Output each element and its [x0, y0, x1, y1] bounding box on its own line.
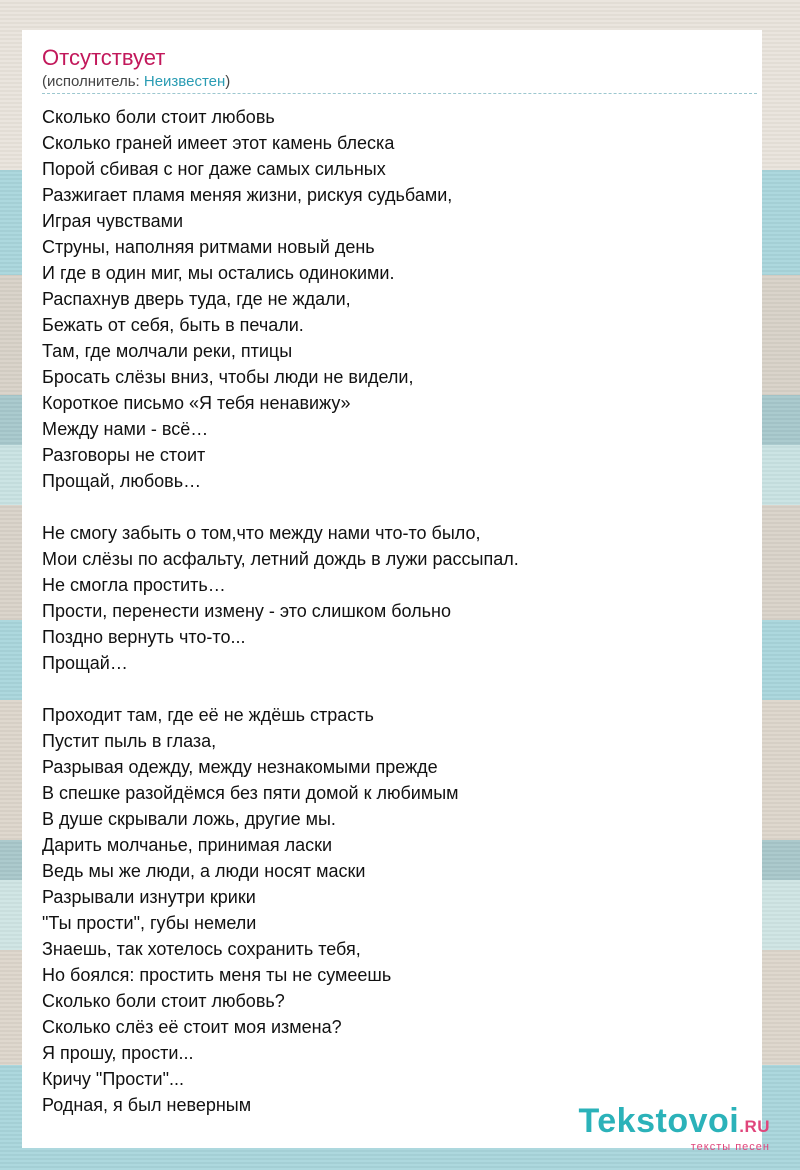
lyric-line: Прости, перенести измену - это слишком больно: [42, 601, 451, 621]
lyric-line: Сколько боли стоит любовь?: [42, 991, 285, 1011]
lyric-line: Не смогла простить…: [42, 575, 226, 595]
artist-link[interactable]: Неизвестен: [143, 73, 226, 90]
lyric-line: Проходит там, где её не ждёшь страсть: [42, 705, 374, 725]
lyric-line: В спешке разойдёмся без пяти домой к любимым: [42, 783, 459, 803]
artist-suffix: ): [225, 73, 231, 90]
lyric-line: Поздно вернуть что-то...: [42, 627, 246, 647]
stanza-break: [42, 676, 757, 702]
lyric-line: Между нами - всё…: [42, 419, 209, 439]
logo-tagline: тексты песен: [690, 1141, 770, 1153]
lyric-line: Сколько граней имеет этот камень блеска: [42, 133, 395, 153]
lyric-line: Бежать от себя, быть в печали.: [42, 315, 304, 335]
lyric-line: Разговоры не стоит: [42, 445, 206, 465]
lyric-line: Играя чувствами: [42, 211, 184, 231]
lyric-line: В душе скрывали ложь, другие мы.: [42, 809, 336, 829]
lyric-line: Мои слёзы по асфальту, летний дождь в лужи рассыпал.: [42, 549, 519, 569]
divider: [42, 93, 757, 94]
song-title: Отсутствует: [42, 45, 166, 70]
lyric-line: Родная, я был неверным: [42, 1095, 252, 1115]
lyric-line: "Ты прости", губы немели: [42, 913, 257, 933]
logo-name: Tekstovoi: [578, 1102, 740, 1140]
lyric-line: Короткое письмо «Я тебя ненавижу»: [42, 393, 351, 413]
lyrics-card: [22, 30, 762, 1148]
lyric-line: Прощай…: [42, 653, 128, 673]
lyric-line: Дарить молчанье, принимая ласки: [42, 835, 333, 855]
lyric-line: Там, где молчали реки, птицы: [42, 341, 293, 361]
lyric-line: Порой сбивая с ног даже самых сильных: [42, 159, 386, 179]
artist-prefix: (исполнитель:: [42, 73, 144, 90]
lyric-line: Разжигает пламя меняя жизни, рискуя судьбами,: [42, 185, 453, 205]
lyric-line: Я прошу, прости...: [42, 1043, 194, 1063]
lyric-line: Разрывая одежду, между незнакомыми прежде: [42, 757, 438, 777]
lyric-line: Кричу "Прости"...: [42, 1069, 184, 1089]
artist-line: [42, 72, 230, 92]
lyric-line: Разрывали изнутри крики: [42, 887, 256, 907]
lyric-line: Знаешь, так хотелось сохранить тебя,: [42, 939, 361, 959]
logo-tld: .RU: [739, 1117, 770, 1136]
lyric-line: Сколько боли стоит любовь: [42, 107, 275, 127]
lyric-line: Ведь мы же люди, а люди носят маски: [42, 861, 366, 881]
lyric-line: Сколько слёз её стоит моя измена?: [42, 1017, 342, 1037]
lyric-line: Но боялся: простить меня ты не сумеешь: [42, 965, 392, 985]
stanza-break: [42, 494, 757, 520]
lyric-line: И где в один миг, мы остались одинокими.: [42, 263, 395, 283]
lyric-line: Пустит пыль в глаза,: [42, 731, 217, 751]
lyric-line: Распахнув дверь туда, где не ждали,: [42, 289, 351, 309]
lyric-line: Струны, наполняя ритмами новый день: [42, 237, 375, 257]
site-logo: [579, 1104, 770, 1153]
lyric-line: Прощай, любовь…: [42, 471, 202, 491]
lyric-line: Не смогу забыть о том,что между нами что-то было,: [42, 523, 481, 543]
lyrics-text: [42, 104, 757, 1118]
lyric-line: Бросать слёзы вниз, чтобы люди не видели,: [42, 367, 414, 387]
